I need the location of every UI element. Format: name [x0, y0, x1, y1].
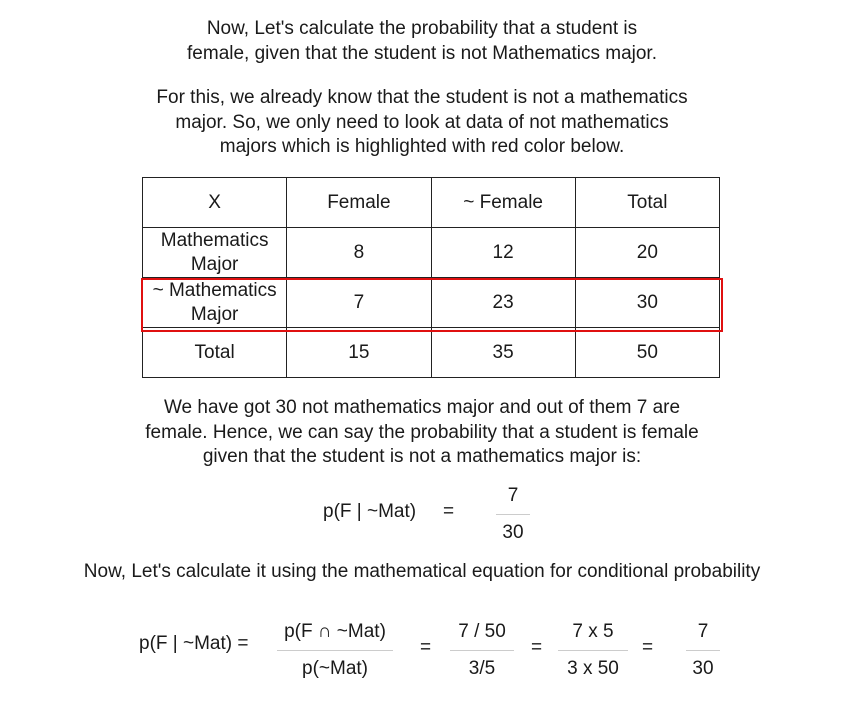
- eq2-lhs: p(F | ~Mat) =: [139, 633, 249, 654]
- eq2-fraction-simplified: [558, 620, 628, 681]
- table-cell: 7: [287, 278, 431, 328]
- row-label-line: ~ Mathematics: [152, 279, 277, 301]
- row-label-line: Major: [190, 303, 239, 325]
- result-line: given that the student is not a mathematics major is:: [202, 446, 642, 467]
- fraction-bar: [558, 650, 628, 651]
- result-paragraph: [0, 396, 844, 470]
- header-cell: Total: [575, 178, 719, 228]
- fraction-numerator: 7: [507, 485, 519, 506]
- row-label: [143, 278, 287, 328]
- intro-line: Now, Let's calculate the probability that a student is: [206, 18, 638, 39]
- eq1-fraction: [496, 484, 530, 545]
- table-header-row: [143, 178, 720, 228]
- explain-paragraph: [0, 86, 844, 160]
- conditional-intro: [0, 560, 844, 585]
- intro-line: female, given that the student is not Mathematics major.: [187, 42, 657, 64]
- explain-line: For this, we already know that the student is not a mathematics: [156, 87, 688, 108]
- fraction-denominator: 3/5: [468, 658, 496, 679]
- fraction-denominator: 30: [692, 658, 714, 679]
- eq2-equals: =: [642, 637, 654, 658]
- header-cell: ~ Female: [431, 178, 575, 228]
- header-cell: Female: [287, 178, 431, 228]
- table-row-total: [143, 328, 720, 378]
- fraction-bar: [496, 514, 530, 515]
- table-cell: 23: [431, 278, 575, 328]
- table-cell: 12: [431, 228, 575, 278]
- eq2-equals: =: [420, 637, 432, 658]
- header-cell: X: [143, 178, 287, 228]
- fraction-denominator: 30: [502, 522, 524, 543]
- row-label-line: Mathematics: [160, 229, 269, 251]
- explain-line: majors which is highlighted with red color below.: [219, 136, 625, 157]
- explain-line: major. So, we only need to look at data of not mathematics: [175, 111, 669, 133]
- eq2-fraction-definition: [277, 620, 393, 681]
- fraction-bar: [686, 650, 720, 651]
- table-cell: 50: [575, 328, 719, 378]
- table-row: [143, 228, 720, 278]
- fraction-numerator: 7: [697, 621, 709, 642]
- intro-paragraph: [0, 17, 844, 66]
- contingency-table: [142, 177, 720, 378]
- eq1-lhs: p(F | ~Mat): [323, 501, 417, 522]
- table-cell: 20: [575, 228, 719, 278]
- table-cell: 15: [287, 328, 431, 378]
- result-line: We have got 30 not mathematics major and out of them 7 are: [163, 397, 681, 418]
- fraction-bar: [277, 650, 393, 651]
- fraction-numerator: p(F ∩ ~Mat): [284, 621, 386, 642]
- table-cell: 35: [431, 328, 575, 378]
- fraction-denominator: 3 x 50: [567, 658, 619, 679]
- row-label: [143, 228, 287, 278]
- row-label-line: Major: [190, 253, 239, 275]
- fraction-numerator: 7 x 5: [572, 621, 614, 642]
- eq2-fraction-values: [450, 620, 514, 681]
- row-label: Total: [143, 328, 287, 378]
- eq2-equals: =: [531, 637, 543, 658]
- eq2-fraction-result: [686, 620, 720, 681]
- table-cell: 8: [287, 228, 431, 278]
- result-line: female. Hence, we can say the probability that a student is female: [145, 421, 699, 443]
- fraction-denominator: p(~Mat): [302, 658, 368, 679]
- table-cell: 30: [575, 278, 719, 328]
- conditional-intro-line: Now, Let's calculate it using the mathematical equation for conditional probability: [83, 561, 761, 582]
- fraction-numerator: 7 / 50: [458, 621, 506, 642]
- table-row-highlighted: [143, 278, 720, 328]
- fraction-bar: [450, 650, 514, 651]
- eq1-equals: =: [443, 501, 455, 522]
